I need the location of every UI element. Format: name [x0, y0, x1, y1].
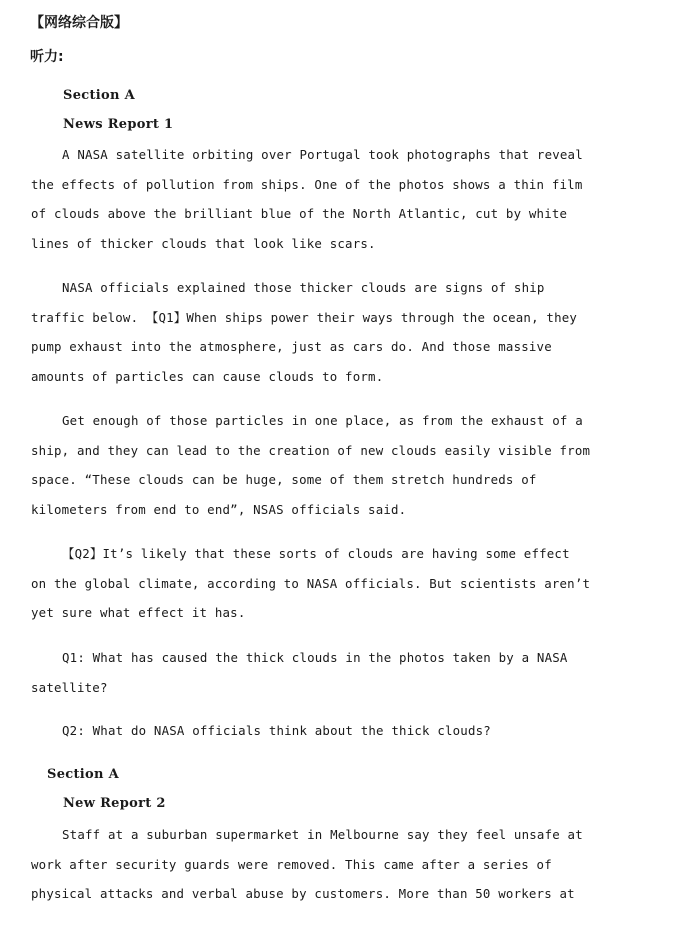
text-line: Q1: What has caused the thick clouds in the photos taken by a NASA [62, 650, 568, 665]
paragraph-3 [31, 406, 671, 524]
text-line: kilometers from end to end”, NSAS officials said. [31, 501, 407, 517]
paragraph-1 [31, 140, 671, 258]
section-a-heading-2: Section A [47, 767, 119, 782]
text-line: NASA officials explained those thicker clouds are signs of ship [62, 280, 545, 295]
text-line: amounts of particles can cause clouds to form. [31, 368, 384, 384]
text-line: ship, and they can lead to the creation of new clouds easily visible from [31, 442, 591, 458]
text-line: Q2: What do NASA officials think about the thick clouds? [62, 723, 491, 738]
news-report-2-title: New Report 2 [63, 796, 166, 811]
text-line: space. “These clouds can be huge, some of them stretch hundreds of [31, 472, 537, 487]
paragraph-2 [31, 273, 671, 391]
text-line: A NASA satellite orbiting over Portugal took photographs that reveal [62, 147, 583, 162]
text-line: physical attacks and verbal abuse by customers. More than 50 workers at [31, 886, 575, 901]
paragraph-5 [31, 820, 671, 909]
text-line: Get enough of those particles in one place, as from the exhaust of a [62, 413, 583, 428]
text-line: the effects of pollution from ships. One of the photos shows a thin film [31, 176, 583, 192]
question-2 [31, 716, 671, 746]
news-report-1-title: News Report 1 [63, 117, 174, 132]
text-line: satellite? [31, 679, 108, 695]
listening-label: 听力: [30, 49, 64, 65]
text-line: 【Q2】It’s likely that these sorts of clouds are having some effect [62, 546, 570, 561]
text-line: lines of thicker clouds that look like scars. [31, 235, 376, 251]
paragraph-4 [31, 539, 671, 628]
text-line: on the global climate, according to NASA officials. But scientists aren’t [31, 575, 591, 591]
text-line: pump exhaust into the atmosphere, just as cars do. And those massive [31, 339, 552, 354]
text-line: work after security guards were removed. This came after a series of [31, 856, 552, 872]
section-a-heading: Section A [63, 88, 135, 103]
text-line: traffic below. 【Q1】When ships power their ways through the ocean, they [31, 309, 578, 325]
edition-header: 【网络综合版】 [30, 15, 128, 31]
question-1 [31, 643, 671, 702]
text-line: Staff at a suburban supermarket in Melbourne say they feel unsafe at [62, 827, 583, 842]
text-line: of clouds above the brilliant blue of the North Atlantic, cut by white [31, 206, 568, 221]
text-line: yet sure what effect it has. [31, 605, 246, 620]
